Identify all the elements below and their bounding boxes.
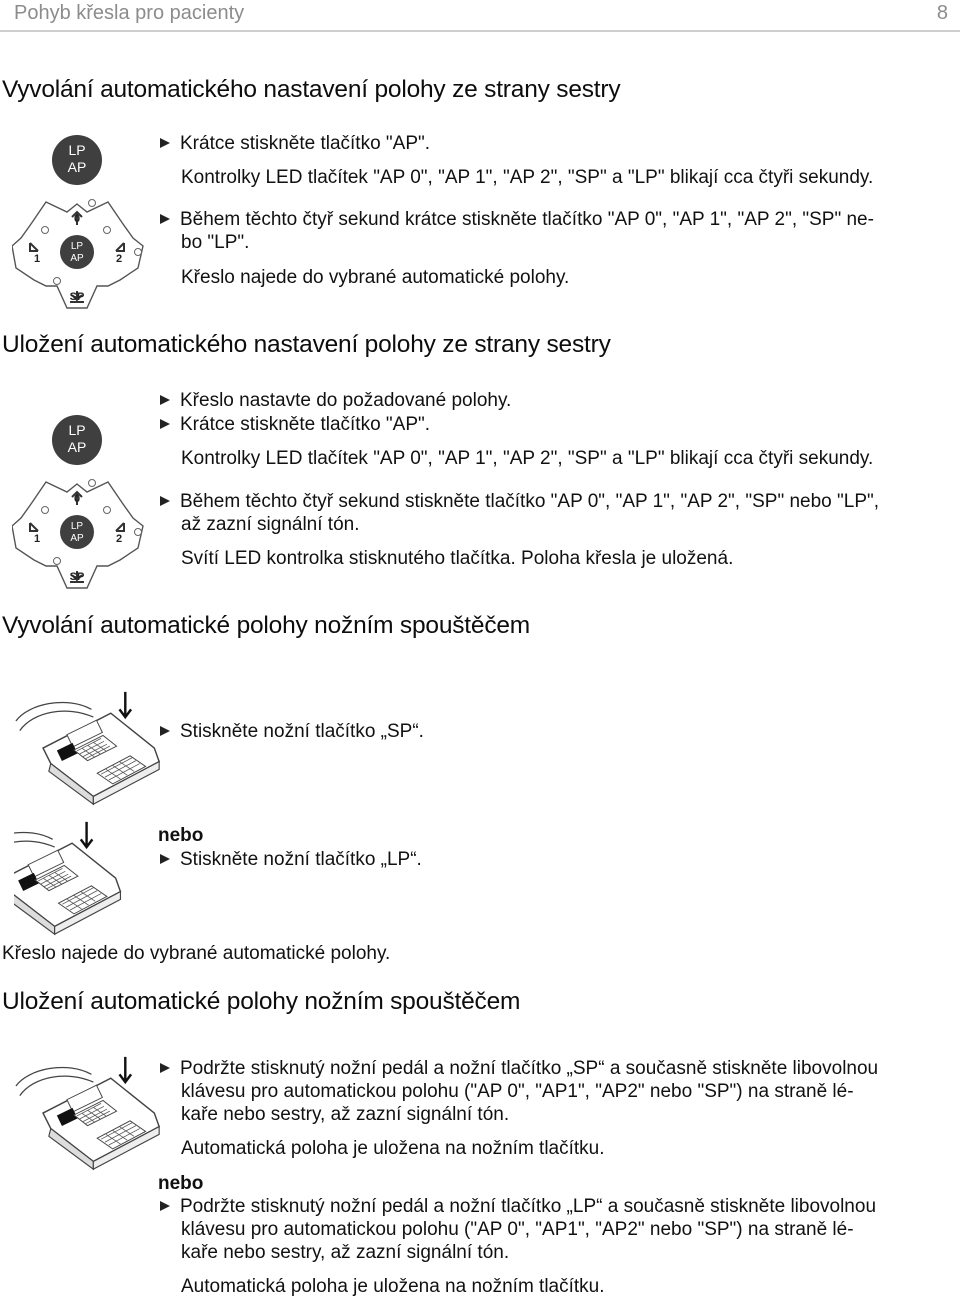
section-title-save-nurse: Uložení automatického nastavení polohy ze strany sestry [2,331,611,358]
bullet-triangle-icon [160,1063,170,1073]
header-divider [0,30,960,32]
foot-pedal-illustration-save-sp [14,1055,164,1180]
keypad-illustration-2 [12,410,148,595]
sec4-step-sp: Podržte stisknutý nožní pedál a nožní tlačítko „SP“ a současně stiskněte libovolnou [158,1057,878,1080]
sec2-step-3-cont: až zazní signální tón. [181,514,360,535]
header-title: Pohyb křesla pro pacienty [14,2,245,24]
sec2-step-3: Během těchto čtyř sekund stiskněte tlačítko "AP 0", "AP 1", "AP 2", "SP" nebo "LP", [158,490,879,513]
sec1-result-2: Křeslo najede do vybrané automatické polohy. [181,267,570,288]
bullet-triangle-icon [160,496,170,506]
section-title-recall-nurse: Vyvolání automatického nastavení polohy ze strany sestry [2,76,621,103]
bullet-triangle-icon [160,138,170,148]
sec1-step-2: Během těchto čtyř sekund krátce stiskněte tlačítko "AP 0", "AP 1", "AP 2", "SP" ne- [158,208,874,231]
sec1-result-1: Kontrolky LED tlačítek "AP 0", "AP 1", "AP 2", "SP" a "LP" blikají cca čtyři sekundy. [181,167,874,188]
sec3-step-lp: Stiskněte nožní tlačítko „LP“. [158,848,422,871]
keypad-center-lp-label: LP [70,521,84,532]
sec2-result-2: Svítí LED kontrolka stisknutého tlačítka. Poloha křesla je uložená. [181,548,734,569]
foot-pedal-illustration-lp [14,820,164,945]
bullet-triangle-icon [160,214,170,224]
bullet-triangle-icon [160,395,170,405]
keypad-illustration-1 [12,130,148,315]
sec2-result-1: Kontrolky LED tlačítek "AP 0", "AP 1", "AP 2", "SP" a "LP" blikají cca čtyři sekundy. [181,448,874,469]
section-title-recall-foot: Vyvolání automatické polohy nožním spouštěčem [2,612,531,639]
sec2-step-1: Křeslo nastavte do požadované polohy. [158,389,511,412]
bullet-triangle-icon [160,726,170,736]
keypad-sp-label: SP [69,291,85,303]
sec4-step-lp: Podržte stisknutý nožní pedál a nožní tlačítko „LP“ a současně stiskněte libovolnou [158,1195,876,1218]
section-title-save-foot: Uložení automatické polohy nožním spouštěčem [2,988,521,1015]
keypad-ap-label: AP [67,159,87,175]
keypad-lp-label: LP [68,142,86,158]
keypad-center-ap-label: AP [70,253,84,264]
foot-pedal-illustration-sp [14,690,164,815]
bullet-triangle-icon [160,1201,170,1211]
sec4-step-sp-cont-1: klávesu pro automatickou polohu ("AP 0", "AP1", "AP2" nebo "SP") na straně lé- [181,1081,854,1102]
sec4-result-1: Automatická poloha je uložena na nožním tlačítku. [181,1138,605,1159]
keypad-lp-label: LP [68,422,86,438]
sec1-step-2-cont: bo "LP". [181,232,250,253]
keypad-ap-label: AP [67,439,87,455]
keypad-one-label: 1 [33,253,41,265]
sec1-step-1: Krátce stiskněte tlačítko "AP". [158,132,430,155]
keypad-center-lp-label: LP [70,241,84,252]
sec4-step-lp-cont-2: kaře nebo sestry, až zazní signální tón. [181,1242,510,1263]
sec3-result: Křeslo najede do vybrané automatické polohy. [2,943,391,964]
sec4-step-lp-cont-1: klávesu pro automatickou polohu ("AP 0", "AP1", "AP2" nebo "SP") na straně lé- [181,1219,854,1240]
keypad-one-label: 1 [33,533,41,545]
sec4-result-2: Automatická poloha je uložena na nožním tlačítku. [181,1276,605,1297]
bullet-triangle-icon [160,419,170,429]
bullet-triangle-icon [160,854,170,864]
sec4-or: nebo [158,1173,204,1194]
keypad-zero-label: 0 [73,213,81,225]
keypad-two-label: 2 [115,253,123,265]
sec3-or: nebo [158,825,204,846]
sec2-step-2: Krátce stiskněte tlačítko "AP". [158,413,430,436]
keypad-center-ap-label: AP [70,533,84,544]
page-number: 8 [936,2,948,24]
keypad-sp-label: SP [69,571,85,583]
keypad-zero-label: 0 [73,493,81,505]
sec3-step-sp: Stiskněte nožní tlačítko „SP“. [158,720,424,743]
keypad-two-label: 2 [115,533,123,545]
sec4-step-sp-cont-2: kaře nebo sestry, až zazní signální tón. [181,1104,510,1125]
